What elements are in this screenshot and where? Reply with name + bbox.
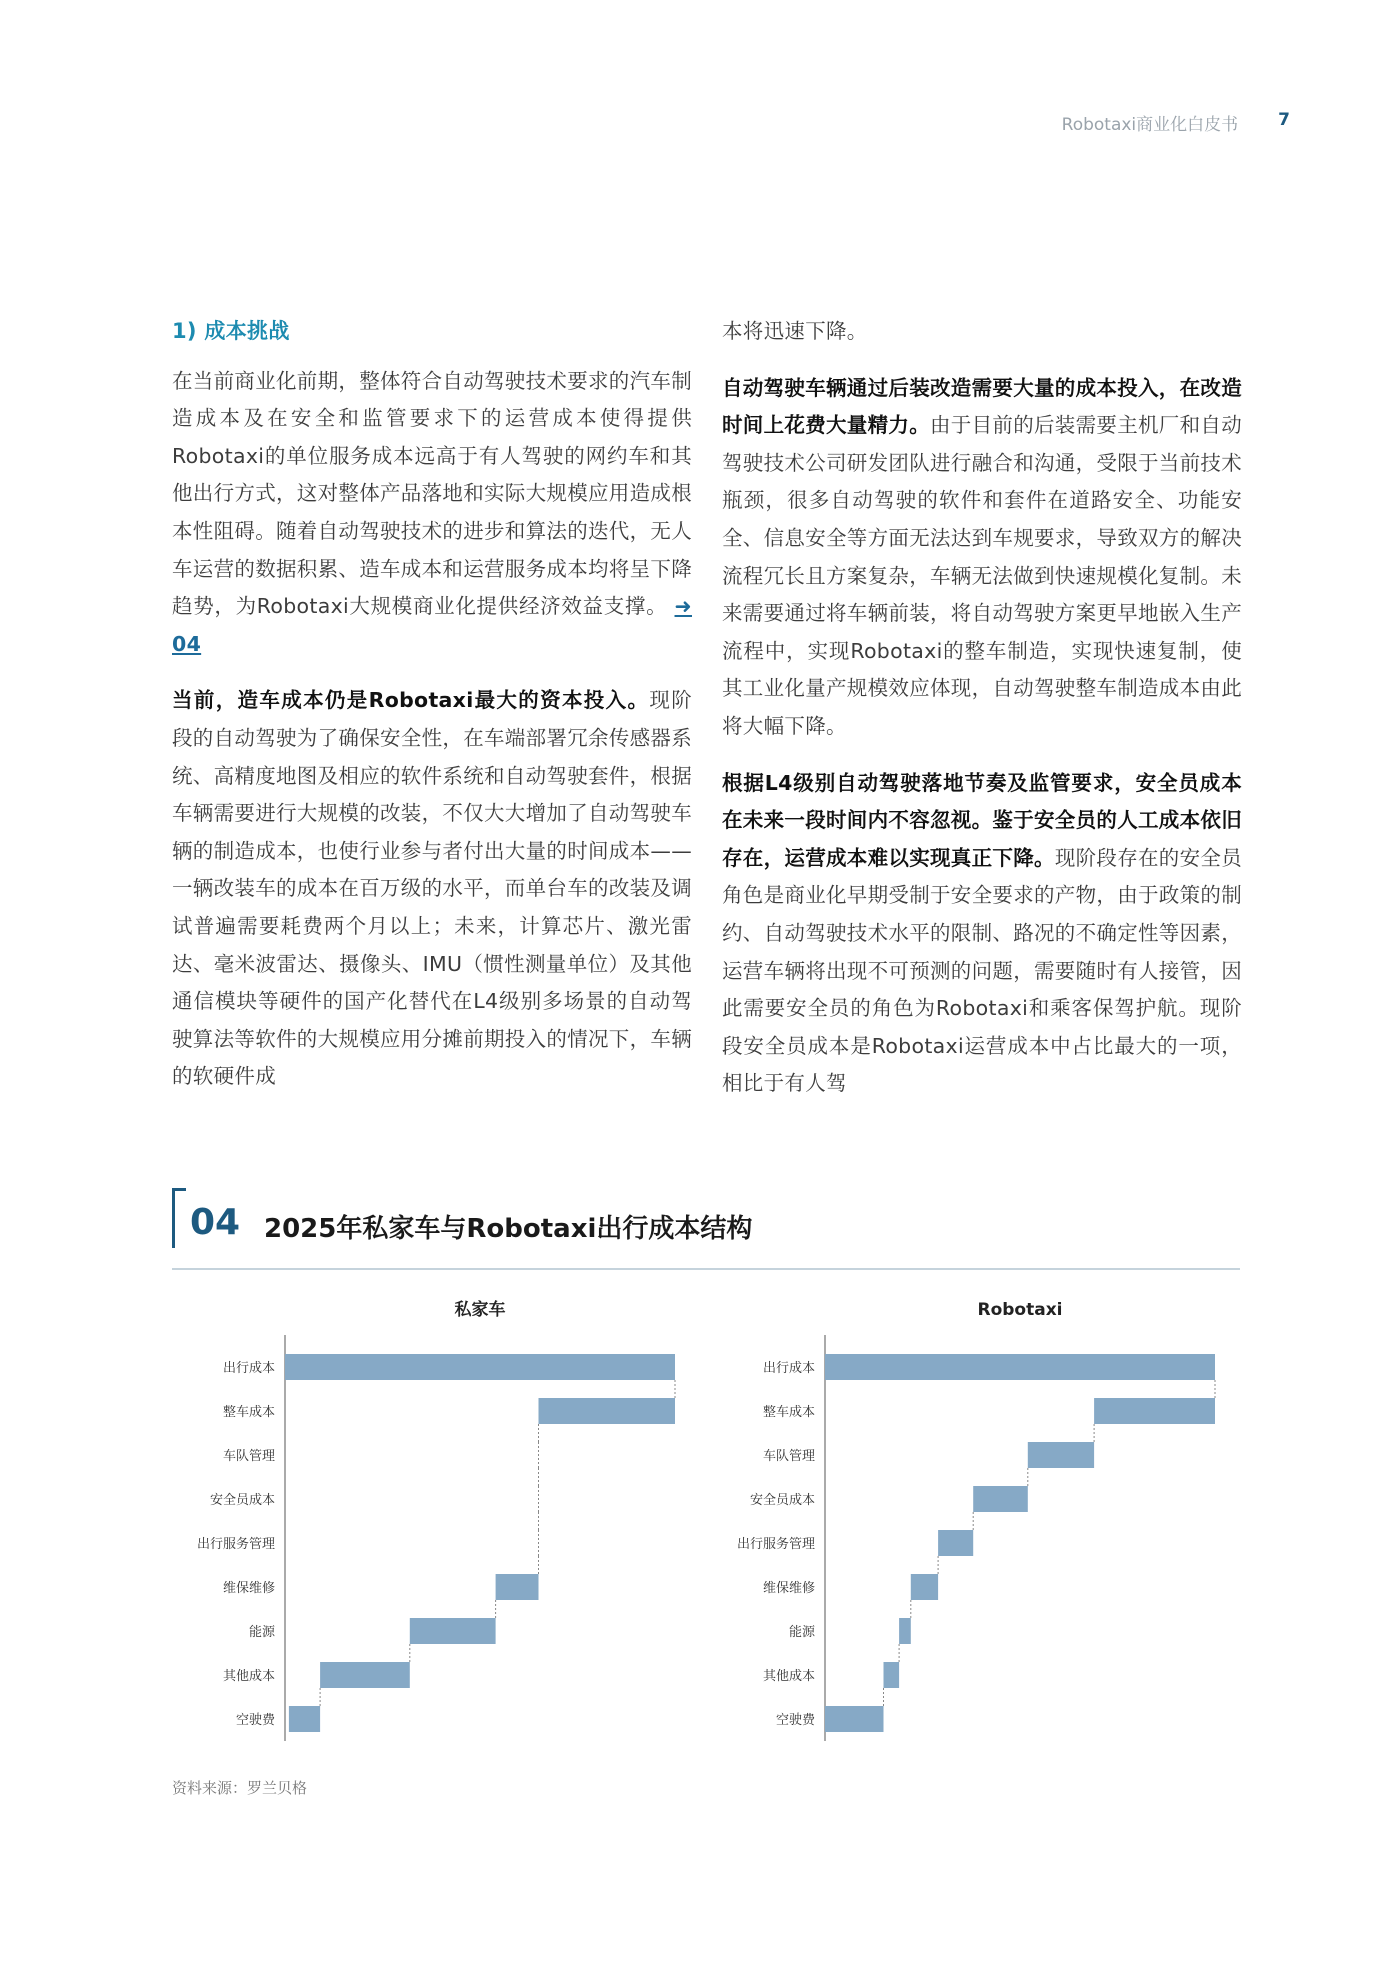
category-label: 出行成本 xyxy=(762,1361,815,1376)
paragraph-3-lead: 自动驾驶车辆通过后装改造需要大量的成本投入，在改造时间上花费大量精力。 xyxy=(722,375,1242,438)
category-label: 其他成本 xyxy=(762,1669,815,1684)
waterfall-bar xyxy=(1028,1442,1094,1468)
waterfall-bar xyxy=(911,1574,938,1600)
waterfall-bar xyxy=(825,1354,1215,1380)
waterfall-bar xyxy=(1094,1398,1215,1424)
paragraph-1 xyxy=(172,363,692,664)
category-label: 整车成本 xyxy=(222,1405,275,1420)
category-label: 车队管理 xyxy=(222,1449,275,1464)
figure-bracket xyxy=(172,1188,186,1248)
paragraph-3-text: 由于目前的后装需要主机厂和自动驾驶技术公司研发团队进行融合和沟通，受限于当前技术瓶颈，很多自动驾驶的软件和套件在道路安全、功能安全、信息安全等方面无法达到车规要求，导致双方的解决流程冗长且方案复杂，车辆无法做到快速规模化复制。未来需要通过将车辆前装，将自动驾驶方案更早地嵌入生产流程中，实现Robotaxi的整车制造，实现快速复制，使其工业化量产规模效应体现，自动驾驶整车制造成本由此将大幅下降。 xyxy=(722,413,1242,738)
robotaxi-waterfall-svg xyxy=(700,1285,1240,1755)
source-note: 资料来源：罗兰贝格 xyxy=(172,1779,308,1797)
paragraph-3 xyxy=(722,370,1242,746)
waterfall-bar xyxy=(938,1530,973,1556)
category-label: 维保维修 xyxy=(762,1581,815,1596)
category-label: 能源 xyxy=(248,1625,275,1640)
paragraph-2 xyxy=(172,682,692,1096)
paragraph-4 xyxy=(722,765,1242,1103)
category-label: 安全员成本 xyxy=(749,1493,815,1508)
figure-ref-link[interactable]: ➜ 04 xyxy=(172,594,692,656)
page-number: 7 xyxy=(1278,110,1290,130)
category-label: 其他成本 xyxy=(222,1669,275,1684)
chart-title: Robotaxi xyxy=(977,1300,1063,1320)
waterfall-bar xyxy=(884,1662,900,1688)
category-label: 出行成本 xyxy=(222,1361,275,1376)
paragraph-2-lead: 当前，造车成本仍是Robotaxi最大的资本投入。 xyxy=(172,688,650,713)
chart-robotaxi xyxy=(700,1285,1240,1755)
page-header xyxy=(1062,110,1290,135)
waterfall-bar xyxy=(496,1574,539,1600)
section-title: 1) 成本挑战 xyxy=(172,319,290,343)
left-column xyxy=(172,313,692,1115)
category-label: 空驶费 xyxy=(775,1713,815,1728)
figure-heading xyxy=(172,1188,1240,1270)
waterfall-bar xyxy=(320,1662,410,1688)
waterfall-bar xyxy=(973,1486,1028,1512)
waterfall-bar xyxy=(285,1354,675,1380)
waterfall-bar xyxy=(825,1706,884,1732)
figure-number: 04 xyxy=(190,1202,241,1243)
waterfall-bar xyxy=(539,1398,676,1424)
figure-title: 2025年私家车与Robotaxi出行成本结构 xyxy=(264,1214,753,1244)
paragraph-1-text: 在当前商业化前期，整体符合自动驾驶技术要求的汽车制造成本及在安全和监管要求下的运营成本使得提供Robotaxi的单位服务成本远高于有人驾驶的网约车和其他出行方式，这对整体产品落地和实际大规模应用造成根本性阻碍。随着自动驾驶技术的进步和算法的迭代，无人车运营的数据积累、造车成本和运营服务成本均将呈下降趋势，为Robotaxi大规模商业化提供经济效益支撑。 xyxy=(172,368,692,619)
paragraph-2-text: 现阶段的自动驾驶为了确保安全性，在车端部署冗余传感器系统、高精度地图及相应的软件系统和自动驾驶套件，根据车辆需要进行大规模的改装，不仅大大增加了自动驾驶车辆的制造成本，也使行业参与者付出大量的时间成本——一辆改装车的成本在百万级的水平，而单台车的改装及调试普遍需要耗费两个月以上；未来，计算芯片、激光雷达、毫米波雷达、摄像头、IMU（惯性测量单位）及其他通信模块等硬件的国产化替代在L4级别多场景的自动驾驶算法等软件的大规模应用分摊前期投入的情况下，车辆的软硬件成 xyxy=(172,688,692,1089)
category-label: 出行服务管理 xyxy=(736,1537,815,1552)
category-label: 整车成本 xyxy=(762,1405,815,1420)
category-label: 出行服务管理 xyxy=(196,1537,275,1552)
waterfall-bar xyxy=(289,1706,320,1732)
category-label: 车队管理 xyxy=(762,1449,815,1464)
paragraph-4-text: 现阶段存在的安全员角色是商业化早期受制于安全要求的产物，由于政策的制约、自动驾驶技术水平的限制、路况的不确定性等因素，运营车辆将出现不可预测的问题，需要随时有人接管，因此需要安全员的角色为Robotaxi和乘客保驾护航。现阶段安全员成本是Robotaxi运营成本中占比最大的一项，相比于有人驾 xyxy=(722,845,1243,1096)
waterfall-bar xyxy=(410,1618,496,1644)
paragraph-continued: 本将迅速下降。 xyxy=(722,319,868,343)
private-car-waterfall-svg xyxy=(160,1285,700,1755)
paragraph-4-lead: 根据L4级别自动驾驶落地节奏及监管要求，安全员成本在未来一段时间内不容忽视。鉴于安全员的人工成本依旧存在，运营成本难以实现真正下降。 xyxy=(722,770,1242,870)
waterfall-bar xyxy=(899,1618,911,1644)
right-column xyxy=(722,313,1242,1122)
chart-private-car xyxy=(160,1285,700,1755)
category-label: 维保维修 xyxy=(222,1581,275,1596)
chart-title: 私家车 xyxy=(454,1300,506,1320)
category-label: 空驶费 xyxy=(235,1713,275,1728)
document-title: Robotaxi商业化白皮书 xyxy=(1061,115,1239,135)
category-label: 能源 xyxy=(788,1625,815,1640)
category-label: 安全员成本 xyxy=(209,1493,275,1508)
